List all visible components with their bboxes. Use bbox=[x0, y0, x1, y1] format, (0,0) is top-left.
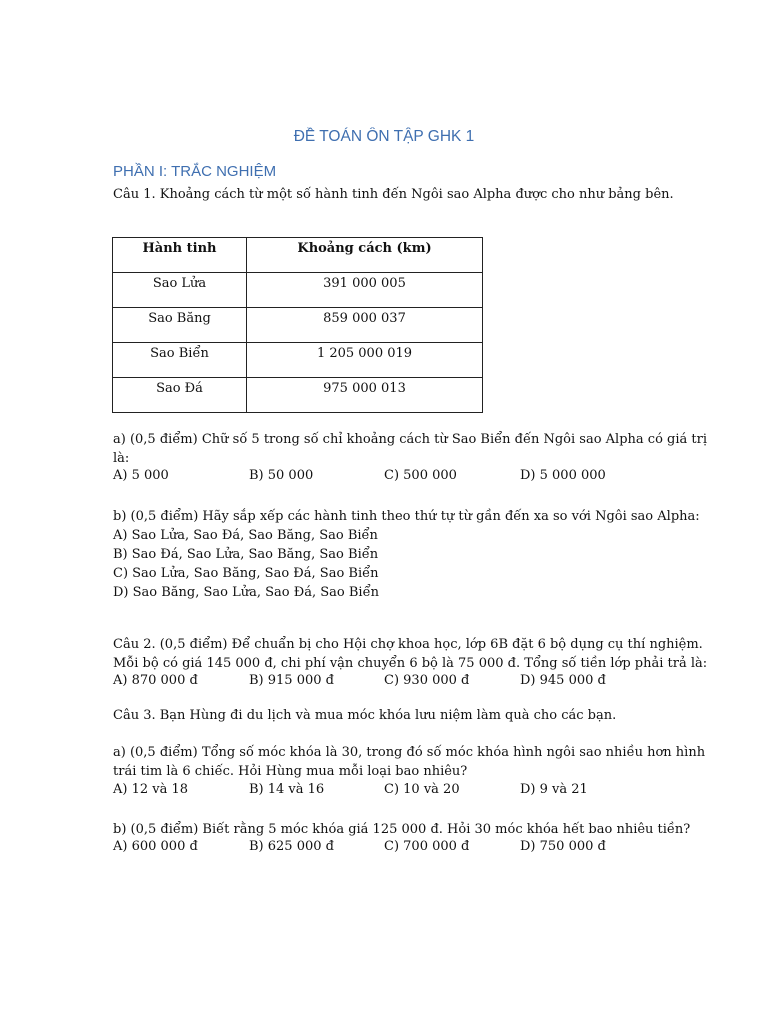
table-cell-distance: 1 205 000 019 bbox=[247, 343, 483, 378]
answer-option: D) 5 000 000 bbox=[520, 468, 606, 483]
answer-option: C) 10 và 20 bbox=[384, 782, 460, 797]
answer-option: B) 50 000 bbox=[249, 468, 314, 483]
answer-option: B) 915 000 đ bbox=[249, 673, 334, 688]
answer-option: A) Sao Lửa, Sao Đá, Sao Băng, Sao Biển bbox=[113, 528, 378, 543]
table-cell-distance: 391 000 005 bbox=[247, 273, 483, 308]
section-heading: PHẦN I: TRẮC NGHIỆM bbox=[113, 163, 277, 180]
table-cell-planet: Sao Băng bbox=[113, 308, 247, 343]
table-cell-planet: Sao Đá bbox=[113, 378, 247, 413]
distance-table bbox=[112, 237, 483, 413]
table-cell-distance: 975 000 013 bbox=[247, 378, 483, 413]
answer-option: C) 700 000 đ bbox=[384, 839, 470, 854]
question-3a-text: a) (0,5 điểm) Tổng số móc khóa là 30, trong đó số móc khóa hình ngôi sao nhiều hơn hình bbox=[113, 745, 706, 760]
table-header-row bbox=[113, 238, 483, 273]
question-3-intro: Câu 3. Bạn Hùng đi du lịch và mua móc khóa lưu niệm làm quà cho các bạn. bbox=[113, 708, 617, 723]
page-title: ĐỀ TOÁN ÔN TẬP GHK 1 bbox=[293, 128, 475, 145]
answer-option: D) 945 000 đ bbox=[520, 673, 606, 688]
answer-option: D) 750 000 đ bbox=[520, 839, 606, 854]
table-cell-distance: 859 000 037 bbox=[247, 308, 483, 343]
table-row bbox=[113, 343, 483, 378]
table-header-cell: Hành tinh bbox=[113, 238, 247, 273]
answer-option: D) 9 và 21 bbox=[520, 782, 588, 797]
question-1-intro: Câu 1. Khoảng cách từ một số hành tinh đến Ngôi sao Alpha được cho như bảng bên. bbox=[113, 187, 674, 202]
answer-option: A) 5 000 bbox=[113, 468, 169, 483]
question-3a-text-cont: trái tim là 6 chiếc. Hỏi Hùng mua mỗi loại bao nhiêu? bbox=[113, 764, 468, 779]
table-cell-planet: Sao Biển bbox=[113, 343, 247, 378]
answer-option: B) 14 và 16 bbox=[249, 782, 325, 797]
answer-option: C) 500 000 bbox=[384, 468, 457, 483]
question-1a-text: a) (0,5 điểm) Chữ số 5 trong số chỉ khoảng cách từ Sao Biển đến Ngôi sao Alpha có giá trị bbox=[113, 432, 707, 447]
table-row bbox=[113, 273, 483, 308]
answer-option: C) Sao Lửa, Sao Băng, Sao Đá, Sao Biển bbox=[113, 566, 379, 581]
question-3b-text: b) (0,5 điểm) Biết rằng 5 móc khóa giá 125 000 đ. Hỏi 30 móc khóa hết bao nhiêu tiền? bbox=[113, 822, 691, 837]
answer-option: C) 930 000 đ bbox=[384, 673, 470, 688]
answer-option: D) Sao Băng, Sao Lửa, Sao Đá, Sao Biển bbox=[113, 585, 379, 600]
answer-option: A) 600 000 đ bbox=[113, 839, 198, 854]
answer-option: A) 12 và 18 bbox=[113, 782, 189, 797]
table-row bbox=[113, 378, 483, 413]
answer-option: A) 870 000 đ bbox=[113, 673, 198, 688]
table-header-cell: Khoảng cách (km) bbox=[247, 238, 483, 273]
table-row bbox=[113, 308, 483, 343]
answer-option: B) Sao Đá, Sao Lửa, Sao Băng, Sao Biển bbox=[113, 547, 379, 562]
question-2-text: Câu 2. (0,5 điểm) Để chuẩn bị cho Hội chợ khoa học, lớp 6B đặt 6 bộ dụng cụ thí nghiệm. bbox=[113, 637, 703, 652]
table-cell-planet: Sao Lửa bbox=[113, 273, 247, 308]
question-1a-text-cont: là: bbox=[113, 451, 130, 466]
answer-option: B) 625 000 đ bbox=[249, 839, 334, 854]
question-1b-text: b) (0,5 điểm) Hãy sắp xếp các hành tinh theo thứ tự từ gần đến xa so với Ngôi sao Alpha: bbox=[113, 509, 700, 524]
question-2-text-cont: Mỗi bộ có giá 145 000 đ, chi phí vận chuyển 6 bộ là 75 000 đ. Tổng số tiền lớp phải trả là: bbox=[113, 656, 708, 671]
